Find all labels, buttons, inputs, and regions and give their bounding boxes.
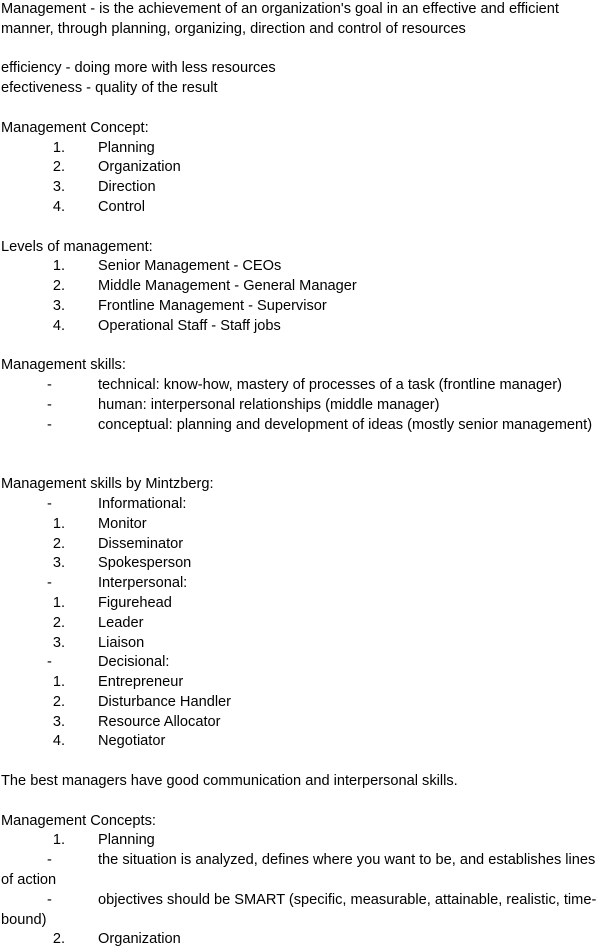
list-item: 1. Entrepreneur xyxy=(52,674,184,691)
list-item: 3. Direction xyxy=(52,179,156,196)
effectiveness-definition: efectiveness - quality of the result xyxy=(1,80,218,97)
list-item: 2. Leader xyxy=(52,614,144,631)
list-item: 1. Senior Management - CEOs xyxy=(52,258,282,275)
list-item: 1. Planning xyxy=(52,832,155,849)
list-item: 2. Disseminator xyxy=(52,535,184,552)
list-item: - Decisional: xyxy=(47,654,170,671)
management-concept-list xyxy=(1,139,607,218)
list-item: 2. Organization xyxy=(52,159,181,176)
mintzberg-heading: Management skills by Mintzberg: xyxy=(1,476,214,493)
list-item: 4. Operational Staff - Staff jobs xyxy=(52,317,281,334)
list-item: 4. Negotiator xyxy=(52,733,166,750)
list-item: 3. Spokesperson xyxy=(52,555,192,572)
list-item: - conceptual: planning and development of ideas (mostly senior management) xyxy=(47,416,593,433)
list-item: - human: interpersonal relationships (middle manager) xyxy=(47,396,440,413)
list-item: - the situation is analyzed, defines where you want to be, and establishes lines of action xyxy=(1,852,596,889)
skills-heading: Management skills: xyxy=(1,357,126,374)
management-definition: Management - is the achievement of an organization's goal in an effective and efficient manner, through planning, organizing, direction and control of resources xyxy=(1,1,559,37)
skills-list xyxy=(1,376,607,435)
levels-list xyxy=(1,257,607,336)
list-item: 3. Liaison xyxy=(52,634,145,651)
management-concepts-list xyxy=(1,831,607,950)
list-item: - Informational: xyxy=(47,495,187,512)
list-item: 2. Disturbance Handler xyxy=(52,693,232,710)
list-item: 3. Resource Allocator xyxy=(52,713,221,730)
list-item: 3. Frontline Management - Supervisor xyxy=(52,297,327,314)
list-item: 2. Organization xyxy=(52,931,181,948)
list-item: 1. Planning xyxy=(52,139,155,156)
list-item: - objectives should be SMART (specific, measurable, attainable, realistic, time-bound) xyxy=(1,891,597,928)
management-concepts-heading: Management Concepts: xyxy=(1,812,156,829)
levels-heading: Levels of management: xyxy=(1,238,153,255)
efficiency-definition: efficiency - doing more with less resources xyxy=(1,60,276,77)
list-item: 4. Control xyxy=(52,198,146,215)
list-item: 2. Middle Management - General Manager xyxy=(52,278,357,295)
list-item: - Interpersonal: xyxy=(47,575,188,592)
list-item: - technical: know-how, mastery of processes of a task (frontline manager) xyxy=(47,377,562,394)
management-concept-heading: Management Concept: xyxy=(1,119,149,136)
list-item: 1. Monitor xyxy=(52,515,147,532)
list-item: 1. Figurehead xyxy=(52,594,172,611)
mintzberg-list xyxy=(1,495,607,752)
best-managers-note: The best managers have good communication and interpersonal skills. xyxy=(1,773,458,790)
